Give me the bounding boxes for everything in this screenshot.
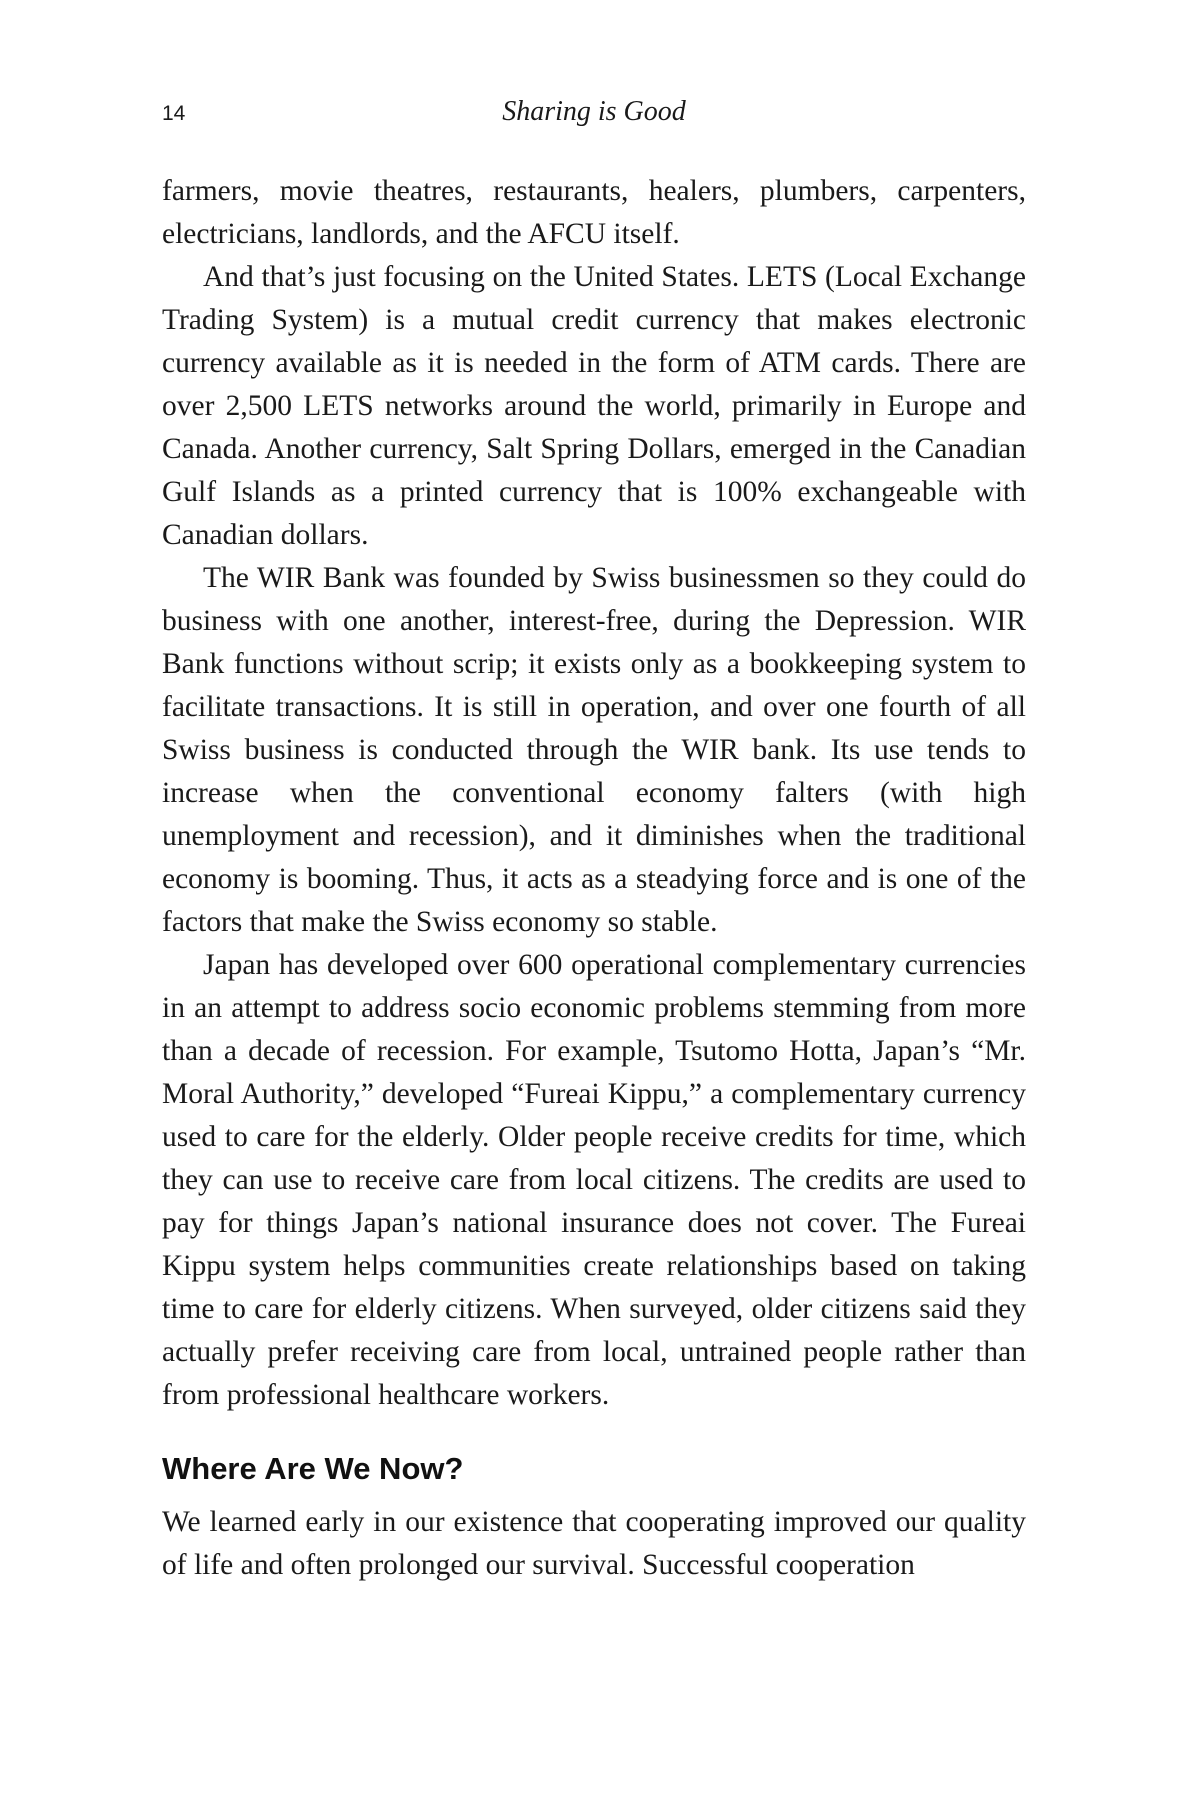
running-head	[162, 96, 1026, 136]
paragraph-japan: Japan has developed over 600 operational complementary currencies in an attempt to address socio economic problems stemming from more than a decade of recession. For example, Tsutomo Hotta, Japan’s “Mr. Moral Authority,” developed “Fureai Kippu,” a complementary currency used to care for the elderly. Older people receive credits for time, which they can use to receive care from local citizens. The credits are used to pay for things Japan’s national insurance does not cover. The Fureai Kippu system helps communities create relationships based on taking time to care for elderly citizens. When surveyed, older citizens said they actually prefer receiving care from local, untrained people rather than from professional healthcare workers.	[162, 949, 1026, 1411]
paragraph-wir-bank: The WIR Bank was founded by Swiss businessmen so they could do business with one another, interest-free, during the Depression. WIR Bank functions without scrip; it exists only as a bookkeeping system to facilitate transactions. It is still in operation, and over one fourth of all Swiss business is conducted through the WIR bank. Its use tends to increase when the conventional economy falters (with high unemployment and recession), and it diminishes when the traditional economy is booming. Thus, it acts as a steadying force and is one of the factors that make the Swiss economy so stable.	[162, 562, 1026, 938]
paragraph-lets: And that’s just focusing on the United States. LETS (Local Exchange Trading System) is a mutual credit currency that makes electronic currency available as it is needed in the form of ATM cards. There are over 2,500 LETS networks around the world, primarily in Europe and Canada. Another currency, Salt Spring Dollars, emerged in the Canadian Gulf Islands as a printed currency that is 100% exchangeable with Canadian dollars.	[162, 261, 1026, 551]
running-title: Sharing is Good	[502, 96, 686, 127]
body-text	[162, 170, 1026, 1587]
section-heading: Where Are We Now?	[162, 1451, 464, 1486]
page-number: 14	[162, 102, 186, 125]
paragraph-continued: farmers, movie theatres, restaurants, healers, plumbers, carpenters, electricians, landlords, and the AFCU itself.	[162, 175, 1026, 250]
section-paragraph: We learned early in our existence that cooperating improved our quality of life and often prolonged our survival. Successful cooperation	[162, 1506, 1026, 1581]
